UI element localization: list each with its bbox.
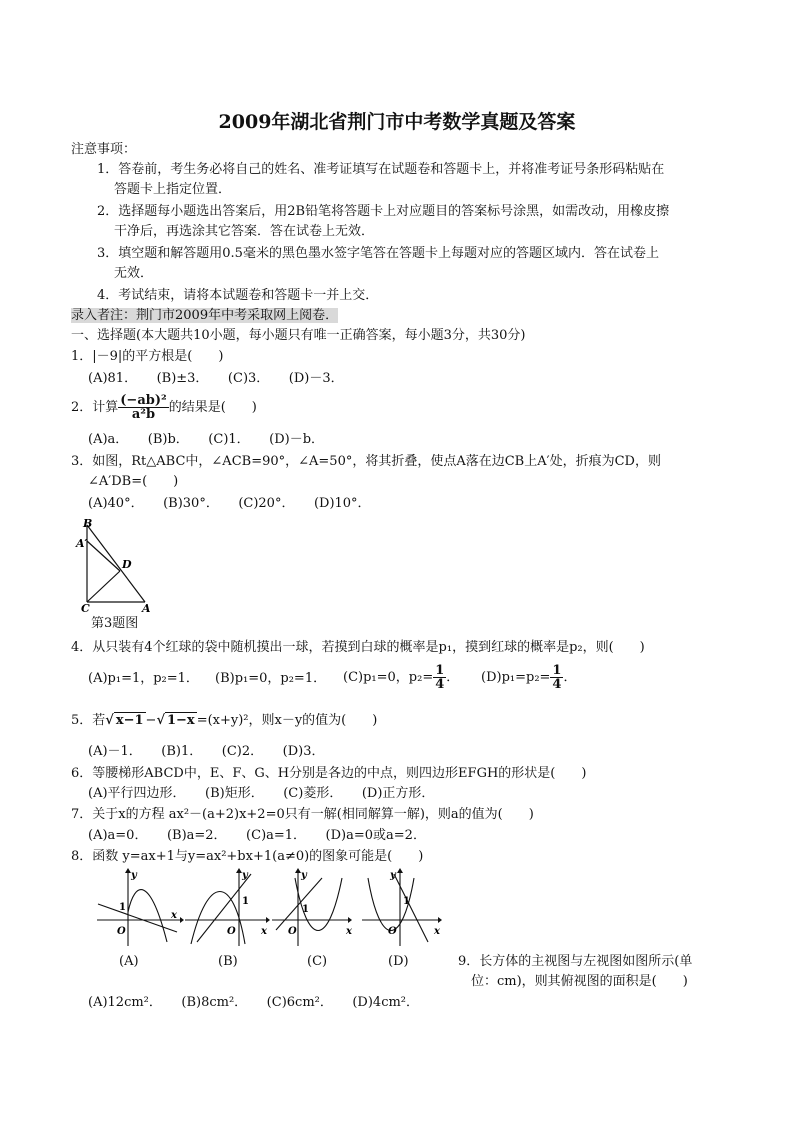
q9-stem-line1: 9．长方体的主视图与左视图如图所示(单 [458, 954, 693, 969]
note-1-line1: 1．答卷前，考生务必将自己的姓名、准考证填写在试题卷和答题卡上，并将准考证号条形码粘贴在 [97, 162, 665, 177]
note-3-line1: 3．填空题和解答题用0.5毫米的黑色墨水签字笔答在答题卡上每题对应的答题区域内．答在试卷上 [97, 246, 659, 261]
graph-d-y-label: y [390, 870, 396, 881]
graph-a-label: (A) [119, 954, 139, 969]
graph-d-origin: O [388, 926, 397, 937]
graph-b-one: 1 [242, 896, 249, 907]
graph-a-origin: O [117, 926, 126, 937]
q3-triangle-figure [76, 516, 166, 616]
q7-stem: 7．关于x的方程 ax²－(a+2)x+2=0只有一解(相同解算一解)，则a的值为( ) [71, 807, 534, 822]
q3-stem-line2: ∠A′DB=( ) [88, 474, 179, 489]
q4-option-d: (D)p₁=p₂= $\frac{1}{4}$ ． [481, 663, 577, 692]
note-1-line2: 答题卡上指定位置． [114, 182, 232, 197]
note-2-line1: 2．选择题每小题选出答案后，用2B铅笔将答题卡上对应题目的答案标号涂黑，如需改动，用橡皮擦 [97, 204, 670, 219]
note-4: 4．考试结束，请将本试题卷和答题卡一并上交． [97, 288, 379, 303]
q3-stem-line1: 3．如图，Rt△ABC中，∠ACB=90°，∠A=50°，将其折叠，使点A落在边CB上A′处，折痕为CD，则 [71, 454, 661, 469]
page-title: 2009年湖北省荆门市中考数学真题及答案 [218, 111, 576, 133]
q2-options: (A)a． (B)b． (C)1． (D)－b． [88, 432, 325, 447]
q4-option-c: (C)p₁=0，p₂= $\frac{1}{4}$ ． [343, 663, 460, 692]
note-2-line2: 干净后，再选涂其它答案．答在试卷上无效． [114, 224, 375, 239]
q5-options: (A)－1． (B)1． (C)2． (D)3． [88, 744, 325, 759]
label-B: B [83, 517, 93, 530]
graph-a-x-label: x [171, 910, 177, 921]
q8-graph-c [270, 868, 360, 948]
q4-option-a: (A)p₁=1，p₂=1． [88, 671, 199, 686]
graph-c-y-label: y [301, 870, 307, 881]
sqrt-x-minus-1: √ x−1 [105, 713, 144, 728]
label-A-prime: A′ [76, 537, 88, 550]
q2-stem: 2．计算 $\frac{\text{(−ab)²}}{\text{a²b}}$ 的结果是( ) [71, 393, 257, 422]
graph-d-label: (D) [388, 954, 409, 969]
graph-b-origin: O [227, 926, 236, 937]
label-D: D [122, 558, 132, 571]
note-3-line2: 无效． [114, 266, 154, 281]
q9-stem-line2: 位：cm)，则其俯视图的面积是( ) [471, 974, 688, 989]
q8-graph-b [183, 868, 273, 948]
graph-c-one: 1 [302, 904, 309, 915]
section-heading: 一、选择题(本大题共10小题，每小题只有唯一正确答案，每小题3分，共30分) [71, 328, 526, 343]
q2-fraction: $\frac{\text{(−ab)²}}{\text{a²b}}$ [120, 393, 167, 422]
entry-note: 录入者注：荆门市2009年中考采取网上阅卷． [71, 308, 339, 323]
q4-stem: 4．从只装有4个红球的袋中随机摸出一球，若摸到白球的概率是p₁，摸到红球的概率是p₂，则( ) [71, 640, 645, 655]
q1-options: (A)81． (B)±3． (C)3． (D)－3． [88, 371, 344, 386]
q3-figure-caption: 第3题图 [91, 616, 139, 631]
label-C: C [81, 602, 90, 615]
q8-graph-a [95, 868, 185, 948]
graph-a-y-label: y [131, 870, 137, 881]
graph-c-label: (C) [307, 954, 328, 969]
graph-a-one: 1 [119, 902, 126, 913]
graph-d-x-label: x [434, 926, 440, 937]
q8-stem: 8．函数 y=ax+1与y=ax²+bx+1(a≠0)的图象可能是( ) [71, 849, 424, 864]
q1-stem: 1．|－9|的平方根是( ) [71, 349, 224, 364]
graph-d-one: 1 [403, 896, 410, 907]
q6-options: (A)平行四边形． (B)矩形． (C)菱形． (D)正方形． [88, 786, 435, 801]
q5-stem: 5．若√ x−1 −√ 1−x =(x+y)²，则x－y的值为( ) [71, 713, 378, 728]
q3-options: (A)40°． (B)30°． (C)20°． (D)10°． [88, 496, 371, 511]
graph-c-origin: O [288, 926, 297, 937]
graph-b-x-label: x [261, 926, 267, 937]
q7-options: (A)a=0． (B)a=2． (C)a=1． (D)a=0或a=2． [88, 828, 426, 843]
graph-b-y-label: y [242, 870, 248, 881]
sqrt-1-minus-x: √ 1−x [156, 713, 195, 728]
notes-heading: 注意事项： [71, 142, 137, 157]
q9-options: (A)12cm²． (B)8cm²． (C)6cm²． (D)4cm²． [88, 995, 420, 1010]
label-A: A [142, 602, 151, 615]
q4-option-b: (B)p₁=0，p₂=1． [215, 671, 327, 686]
q8-graph-d [360, 868, 450, 948]
q6-stem: 6．等腰梯形ABCD中，E、F、G、H分别是各边的中点，则四边形EFGH的形状是( ) [71, 766, 587, 781]
graph-b-label: (B) [218, 954, 238, 969]
graph-c-x-label: x [346, 926, 352, 937]
